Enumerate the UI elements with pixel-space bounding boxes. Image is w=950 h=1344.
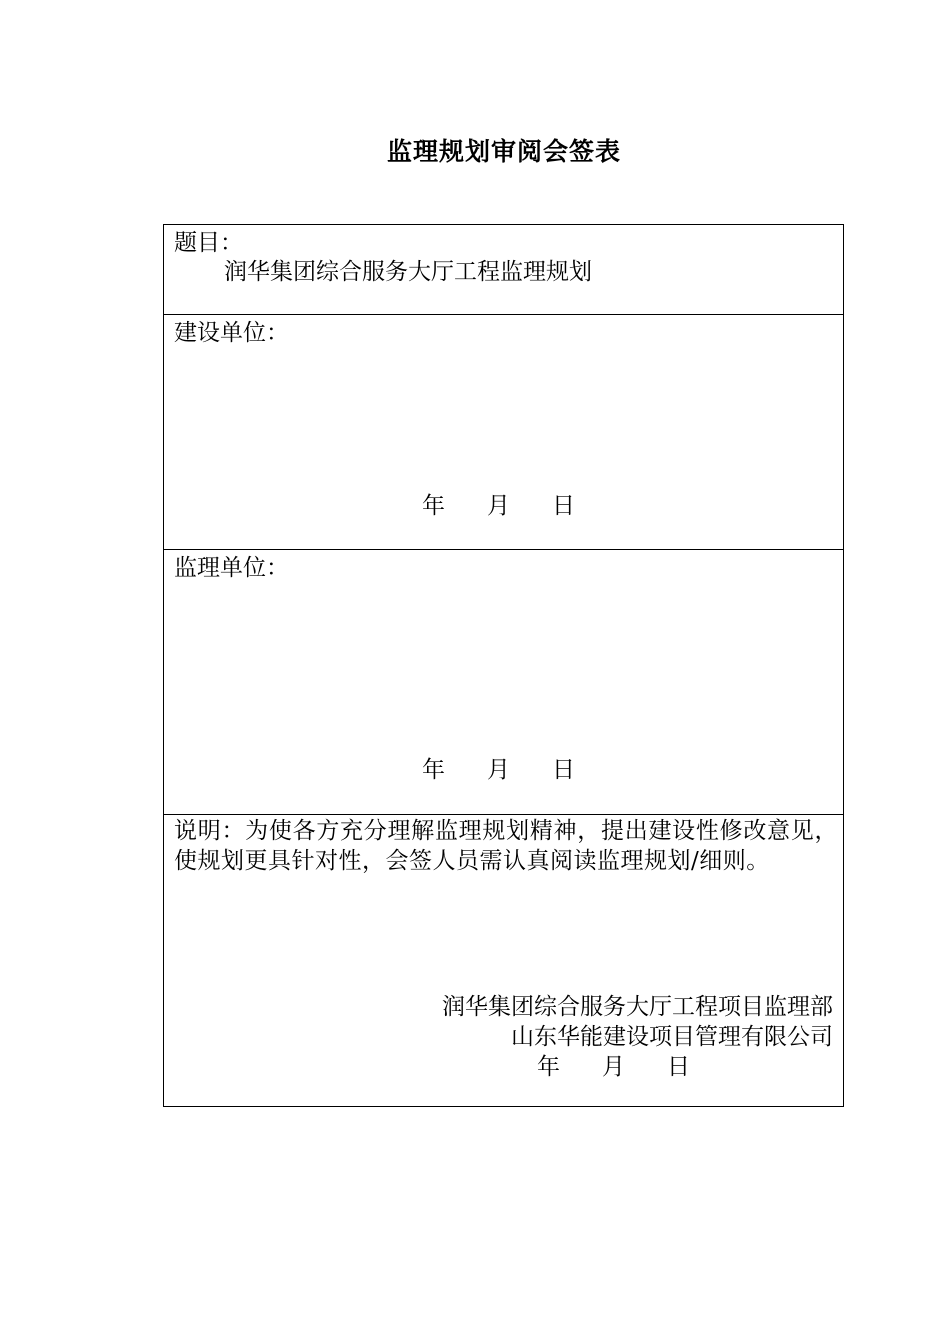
topic-row bbox=[164, 225, 843, 314]
supervision-date-day: 日 bbox=[552, 757, 575, 783]
signer-date-day: 日 bbox=[667, 1054, 690, 1080]
signer-line-1: 润华集团综合服务大厅工程项目监理部 bbox=[442, 994, 833, 1020]
signer-line-2: 山东华能建设项目管理有限公司 bbox=[511, 1024, 833, 1050]
owner-unit-date bbox=[422, 491, 575, 521]
note-text: 说明：为使各方充分理解监理规划精神，提出建设性修改意见，使规划更具针对性，会签人员需认真阅读监理规划/细则。 bbox=[174, 818, 838, 874]
signoff-table bbox=[163, 224, 844, 1107]
supervision-date-year: 年 bbox=[422, 757, 445, 783]
owner-date-year: 年 bbox=[422, 493, 445, 519]
supervision-unit-label: 监理单位： bbox=[174, 555, 289, 581]
note-row bbox=[164, 814, 843, 1106]
signer-block bbox=[442, 992, 833, 1052]
owner-unit-label: 建设单位： bbox=[174, 320, 289, 346]
supervision-unit-row bbox=[164, 549, 843, 814]
signer-date-year: 年 bbox=[537, 1054, 560, 1080]
supervision-unit-date bbox=[422, 755, 575, 785]
page-title: 监理规划审阅会签表 bbox=[386, 137, 621, 166]
signer-date bbox=[537, 1052, 690, 1082]
supervision-date-month: 月 bbox=[487, 757, 510, 783]
topic-label: 题目： bbox=[174, 230, 243, 256]
owner-unit-row bbox=[164, 314, 843, 549]
owner-date-day: 日 bbox=[552, 493, 575, 519]
owner-date-month: 月 bbox=[487, 493, 510, 519]
topic-value: 润华集团综合服务大厅工程监理规划 bbox=[224, 259, 592, 285]
signer-date-month: 月 bbox=[602, 1054, 625, 1080]
